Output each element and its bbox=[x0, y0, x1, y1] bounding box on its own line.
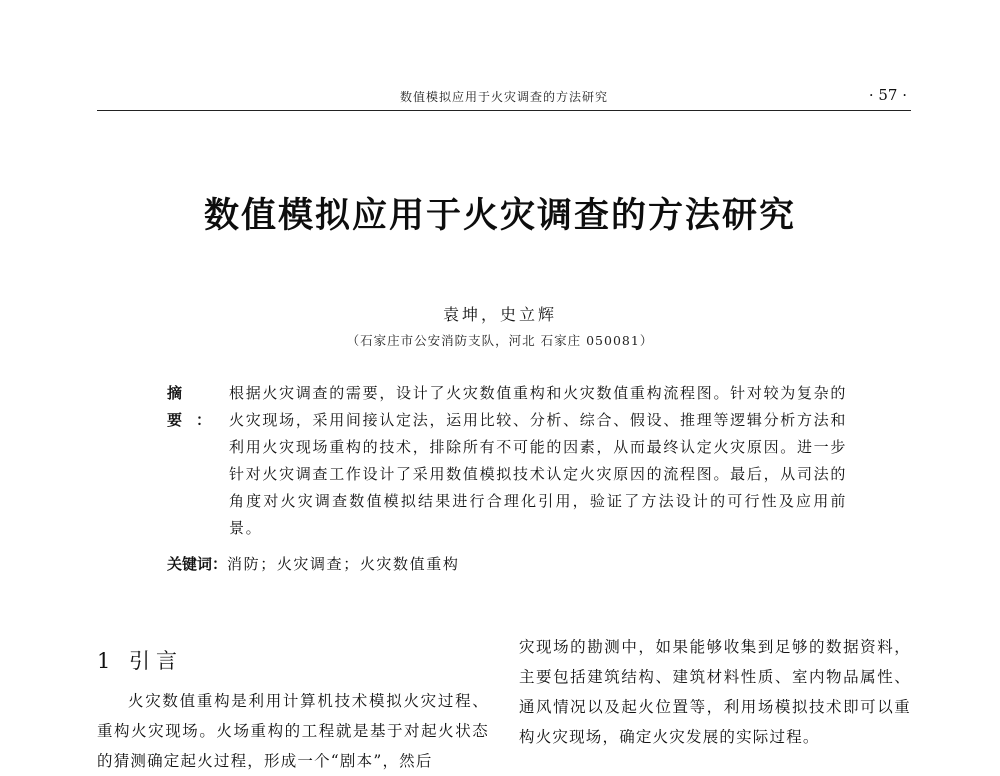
right-column-paragraph: 灾现场的勘测中，如果能够收集到足够的数据资料，主要包括建筑结构、建筑材料性质、室内物品属性、通风情况以及起火位置等，利用场模拟技术即可以重构火灾现场，确定火灾发展的实际过程。 bbox=[519, 638, 911, 746]
right-column bbox=[519, 632, 911, 760]
article-title: 数值模拟应用于火灾调查的方法研究 bbox=[203, 196, 796, 236]
abstract-text: 根据火灾调查的需要，设计了火灾数值重构和火灾数值重构流程图。针对较为复杂的火灾现场，采用间接认定法，运用比较、分析、综合、假设、推理等逻辑分析方法和利用火灾现场重构的技术，排除所有不可能的因素，从而最终认定火灾原因。进一步针对火灾调查工作设计了采用数值模拟技术认定火灾原因的流程图。最后，从司法的角度对火灾调查数值模拟结果进行合理化引用，验证了方法设计的可行性及应用前景。 bbox=[229, 384, 847, 537]
abstract bbox=[167, 380, 847, 542]
keywords-text: 消防；火灾调查；火灾数值重构 bbox=[227, 555, 460, 573]
article-authors: 袁坤，史立辉 bbox=[442, 305, 557, 324]
author-affiliation: （石家庄市公安消防支队，河北 石家庄 050081） bbox=[346, 333, 654, 348]
abstract-label: 摘 要： bbox=[167, 384, 226, 429]
introduction-paragraph: 火灾数值重构是利用计算机技术模拟火灾过程、重构火灾现场。火场重构的工程就是基于对起火状态的猜测确定起火过程，形成一个“剧本”，然后 bbox=[97, 692, 489, 770]
keywords-label: 关键词： bbox=[167, 555, 228, 573]
left-column bbox=[97, 646, 489, 770]
section-heading-introduction: 1 引言 bbox=[97, 649, 184, 673]
keywords bbox=[167, 552, 847, 576]
page-number: · 57 · bbox=[868, 86, 907, 104]
running-header bbox=[97, 84, 911, 110]
running-title: 数值模拟应用于火灾调查的方法研究 bbox=[399, 90, 608, 104]
header-rule bbox=[97, 110, 911, 111]
